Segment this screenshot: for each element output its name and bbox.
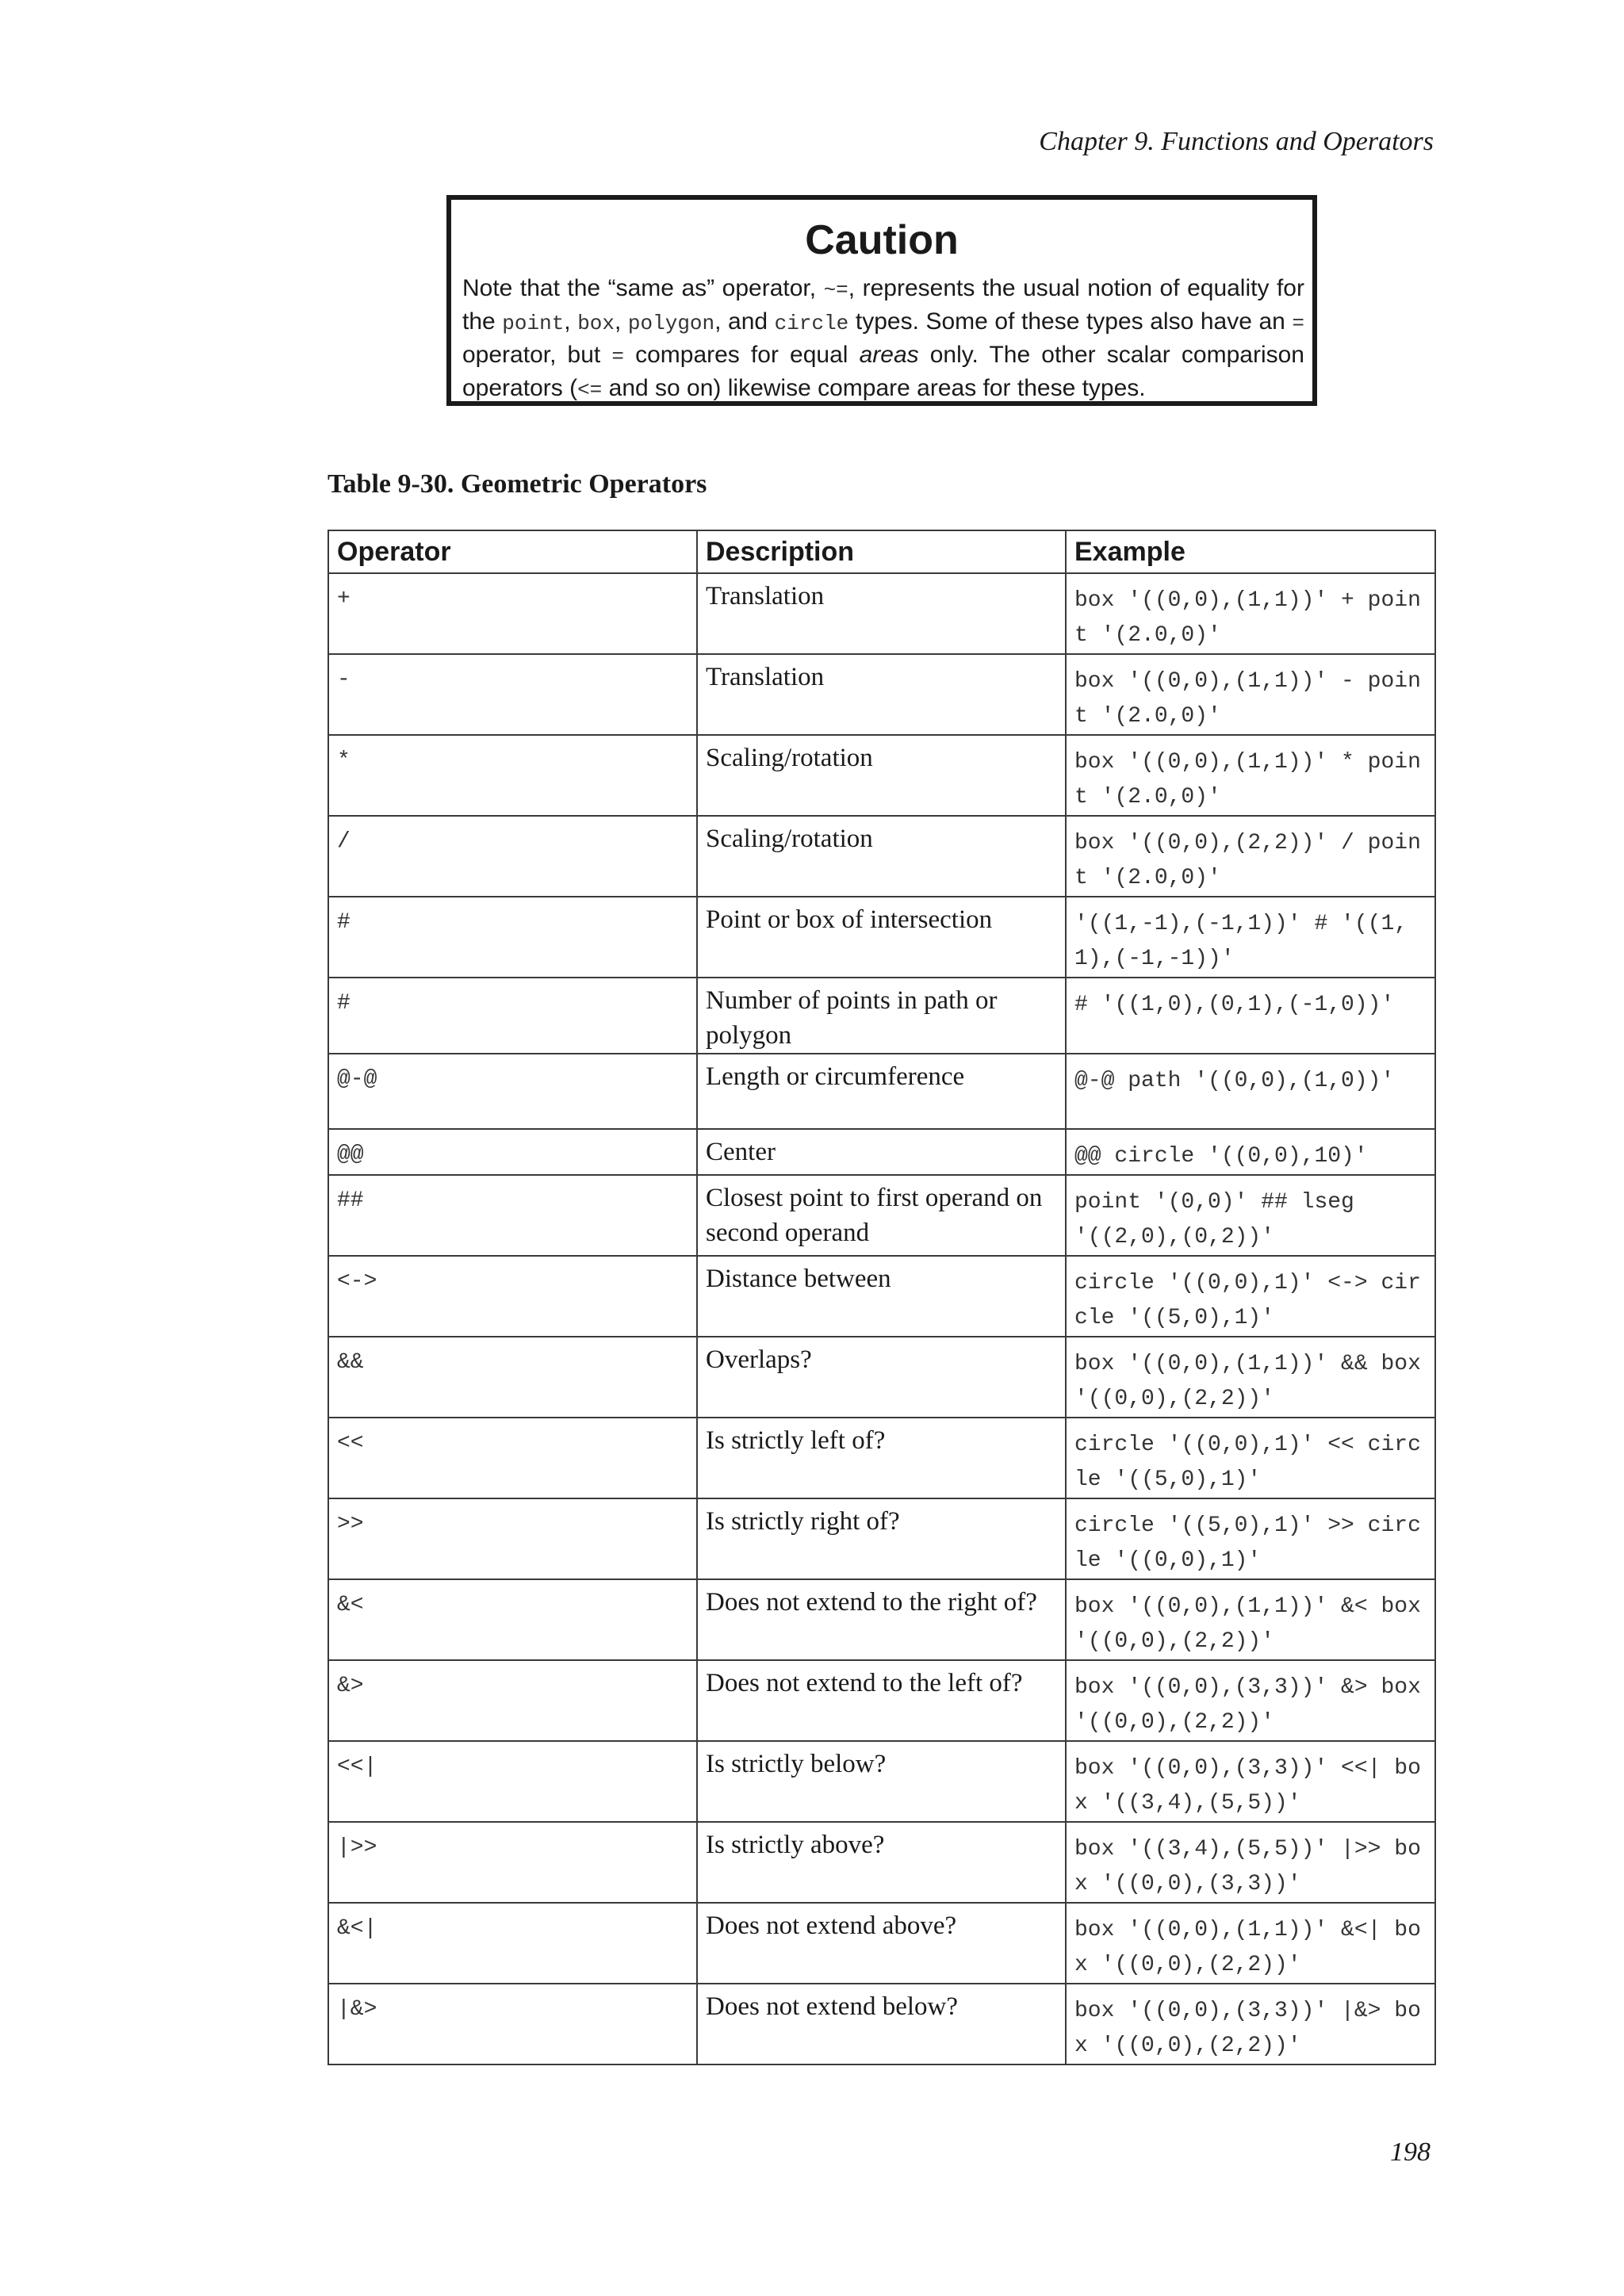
table-row [328,1418,1435,1498]
table-row [328,1741,1435,1822]
example-cell: circle '((5,0),1)' >> circle '((0,0),1)' [1066,1498,1435,1579]
example-cell: box '((0,0),(1,1))' + point '(2.0,0)' [1066,573,1435,654]
description-cell: Does not extend to the left of? [697,1660,1066,1741]
operator-cell: >> [328,1498,697,1579]
table-row [328,1660,1435,1741]
caution-title: Caution [805,217,959,263]
table-row [328,1256,1435,1337]
description-cell: Scaling/rotation [697,735,1066,816]
description-cell: Scaling/rotation [697,816,1066,897]
example-cell: box '((0,0),(3,3))' <<| box '((3,4),(5,5))' [1066,1741,1435,1822]
operator-cell: && [328,1337,697,1418]
caution-text: Note that the “same as” operator, ~=, represents the usual notion of equality for the point, box, polygon, and circle types. Some of these types also have an = operator, but = compares for equal areas only. The other scalar comparison operators (<= and so on) likewise compare areas for these types. [462,275,1304,402]
table-row [328,1498,1435,1579]
operator-cell: <<| [328,1741,697,1822]
table-row [328,1579,1435,1660]
column-header-operator: Operator [328,530,697,573]
operator-cell: << [328,1418,697,1498]
table-row [328,654,1435,735]
description-cell: Distance between [697,1256,1066,1337]
example-cell: @-@ path '((0,0),(1,0))' [1066,1054,1435,1129]
table-row [328,1822,1435,1903]
table-row [328,1984,1435,2064]
description-cell: Closest point to first operand on second operand [697,1175,1066,1256]
operator-cell: |&> [328,1984,697,2064]
operator-cell: &< [328,1579,697,1660]
example-cell: box '((0,0),(3,3))' &> box '((0,0),(2,2))' [1066,1660,1435,1741]
operator-cell: - [328,654,697,735]
example-cell: '((1,-1),(-1,1))' # '((1,1),(-1,-1))' [1066,897,1435,978]
example-cell: box '((0,0),(2,2))' / point '(2.0,0)' [1066,816,1435,897]
caution-box [446,195,1317,406]
example-cell: @@ circle '((0,0),10)' [1066,1129,1435,1175]
column-header-example: Example [1066,530,1435,573]
table-row [328,1054,1435,1129]
description-cell: Is strictly right of? [697,1498,1066,1579]
operator-cell: &<| [328,1903,697,1984]
chapter-header: Chapter 9. Functions and Operators [1039,127,1434,156]
operator-cell: @@ [328,1129,697,1175]
description-cell: Translation [697,573,1066,654]
table-row [328,1129,1435,1175]
table-row [328,1175,1435,1256]
page-number: 198 [1390,2137,1431,2167]
description-cell: Does not extend above? [697,1903,1066,1984]
table-row [328,978,1435,1054]
description-cell: Does not extend to the right of? [697,1579,1066,1660]
operator-cell: # [328,897,697,978]
operator-cell: <-> [328,1256,697,1337]
example-cell: box '((0,0),(1,1))' &<| box '((0,0),(2,2))' [1066,1903,1435,1984]
example-cell: point '(0,0)' ## lseg '((2,0),(0,2))' [1066,1175,1435,1256]
description-cell: Translation [697,654,1066,735]
operator-cell: + [328,573,697,654]
description-cell: Overlaps? [697,1337,1066,1418]
description-cell: Does not extend below? [697,1984,1066,2064]
description-cell: Is strictly below? [697,1741,1066,1822]
example-cell: box '((0,0),(3,3))' |&> box '((0,0),(2,2))' [1066,1984,1435,2064]
table-header-row [328,530,1435,573]
description-cell: Point or box of intersection [697,897,1066,978]
operator-cell: &> [328,1660,697,1741]
description-cell: Is strictly above? [697,1822,1066,1903]
example-cell: box '((3,4),(5,5))' |>> box '((0,0),(3,3))' [1066,1822,1435,1903]
operator-cell: @-@ [328,1054,697,1129]
operator-cell: / [328,816,697,897]
table-row [328,897,1435,978]
description-cell: Center [697,1129,1066,1175]
description-cell: Length or circumference [697,1054,1066,1129]
table-row [328,1337,1435,1418]
operator-cell: ## [328,1175,697,1256]
column-header-description: Description [697,530,1066,573]
operator-cell: |>> [328,1822,697,1903]
operator-cell: # [328,978,697,1054]
example-cell: box '((0,0),(1,1))' * point '(2.0,0)' [1066,735,1435,816]
geometric-operators-table [327,530,1436,2065]
table-row [328,816,1435,897]
example-cell: box '((0,0),(1,1))' && box '((0,0),(2,2))' [1066,1337,1435,1418]
example-cell: box '((0,0),(1,1))' &< box '((0,0),(2,2))' [1066,1579,1435,1660]
table-row [328,573,1435,654]
table-row [328,1903,1435,1984]
table-caption: Table 9-30. Geometric Operators [327,469,707,499]
description-cell: Number of points in path or polygon [697,978,1066,1054]
example-cell: # '((1,0),(0,1),(-1,0))' [1066,978,1435,1054]
operator-cell: * [328,735,697,816]
example-cell: box '((0,0),(1,1))' - point '(2.0,0)' [1066,654,1435,735]
example-cell: circle '((0,0),1)' <-> circle '((5,0),1)' [1066,1256,1435,1337]
table-row [328,735,1435,816]
description-cell: Is strictly left of? [697,1418,1066,1498]
example-cell: circle '((0,0),1)' << circle '((5,0),1)' [1066,1418,1435,1498]
